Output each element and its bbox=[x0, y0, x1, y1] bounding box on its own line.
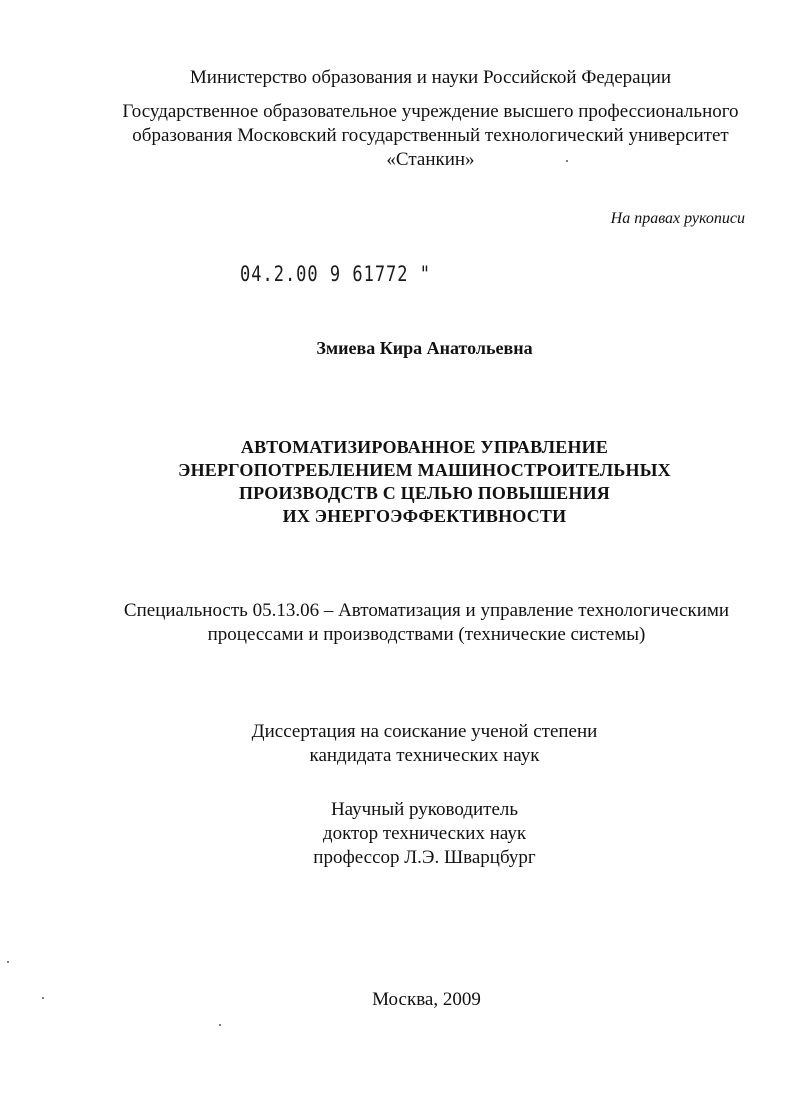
scan-speck bbox=[42, 997, 44, 999]
supervisor-line-1: Научный руководитель bbox=[330, 799, 519, 820]
dissertation-line-1: Диссертация на соискание ученой степени bbox=[251, 721, 598, 742]
title-line-4: ИХ ЭНЕРГОЭФФЕКТИВНОСТИ bbox=[282, 506, 567, 526]
ministry-name: Министерство образования и науки Российской Федерации bbox=[189, 67, 672, 88]
scan-speck bbox=[219, 1024, 221, 1026]
supervisor-line-2: доктор технических наук bbox=[322, 823, 527, 844]
scan-speck bbox=[7, 961, 9, 963]
rights-note: На правах рукописи bbox=[610, 210, 745, 227]
scan-speck bbox=[566, 160, 568, 162]
city-year: Москва, 2009 bbox=[372, 989, 481, 1010]
registration-stamp: 04.2.00 9 61772 " bbox=[240, 262, 431, 287]
institution-line-2: образования Московский государственный технологический университет bbox=[132, 125, 729, 146]
institution-line-1: Государственное образовательное учреждение высшего профессионального bbox=[122, 101, 739, 122]
supervisor-line-3: профессор Л.Э. Шварцбург bbox=[313, 847, 536, 868]
institution-line-3: «Станкин» bbox=[386, 149, 475, 170]
title-line-2: ЭНЕРГОПОТРЕБЛЕНИЕМ МАШИНОСТРОИТЕЛЬНЫХ bbox=[178, 460, 671, 480]
title-line-3: ПРОИЗВОДСТВ С ЦЕЛЬЮ ПОВЫШЕНИЯ bbox=[238, 483, 610, 503]
specialty-line-2: процессами и производствами (технические системы) bbox=[207, 624, 646, 645]
title-line-1: АВТОМАТИЗИРОВАННОЕ УПРАВЛЕНИЕ bbox=[240, 437, 609, 457]
dissertation-line-2: кандидата технических наук bbox=[309, 745, 540, 766]
author-name: Змиева Кира Анатольевна bbox=[316, 338, 533, 358]
specialty-line-1: Специальность 05.13.06 – Автоматизация и управление технологическими bbox=[123, 600, 730, 621]
